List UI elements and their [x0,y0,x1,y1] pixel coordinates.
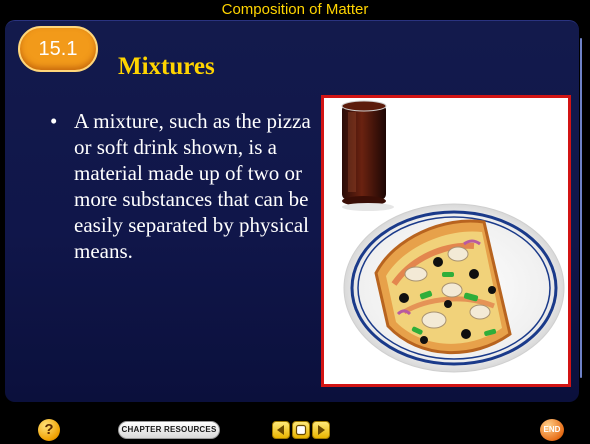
mixture-photo [321,95,571,387]
bullet-list [52,108,312,264]
soda-glass-icon [342,101,394,211]
section-title: Mixtures [118,53,215,80]
end-show-button[interactable]: END [540,419,564,441]
pizza-and-soda-illustration [324,98,568,384]
panel-side-rail [580,38,582,378]
bullet-text: A mixture, such as the pizza or soft drink shown, is a material made up of two or more substances that can be easily separated by physical means. [74,109,311,263]
arrow-left-icon [273,422,289,438]
home-icon [293,422,309,438]
chapter-resources-button[interactable]: CHAPTER RESOURCES [118,421,220,439]
home-button[interactable] [292,421,310,439]
next-slide-button[interactable] [312,421,330,439]
arrow-right-icon [313,422,329,438]
help-button[interactable]: ? [38,419,60,441]
bullet-dot-icon: • [50,109,58,133]
chapter-title: Composition of Matter [221,1,369,18]
previous-slide-button[interactable] [272,421,290,439]
section-number-badge: 15.1 [18,26,98,72]
